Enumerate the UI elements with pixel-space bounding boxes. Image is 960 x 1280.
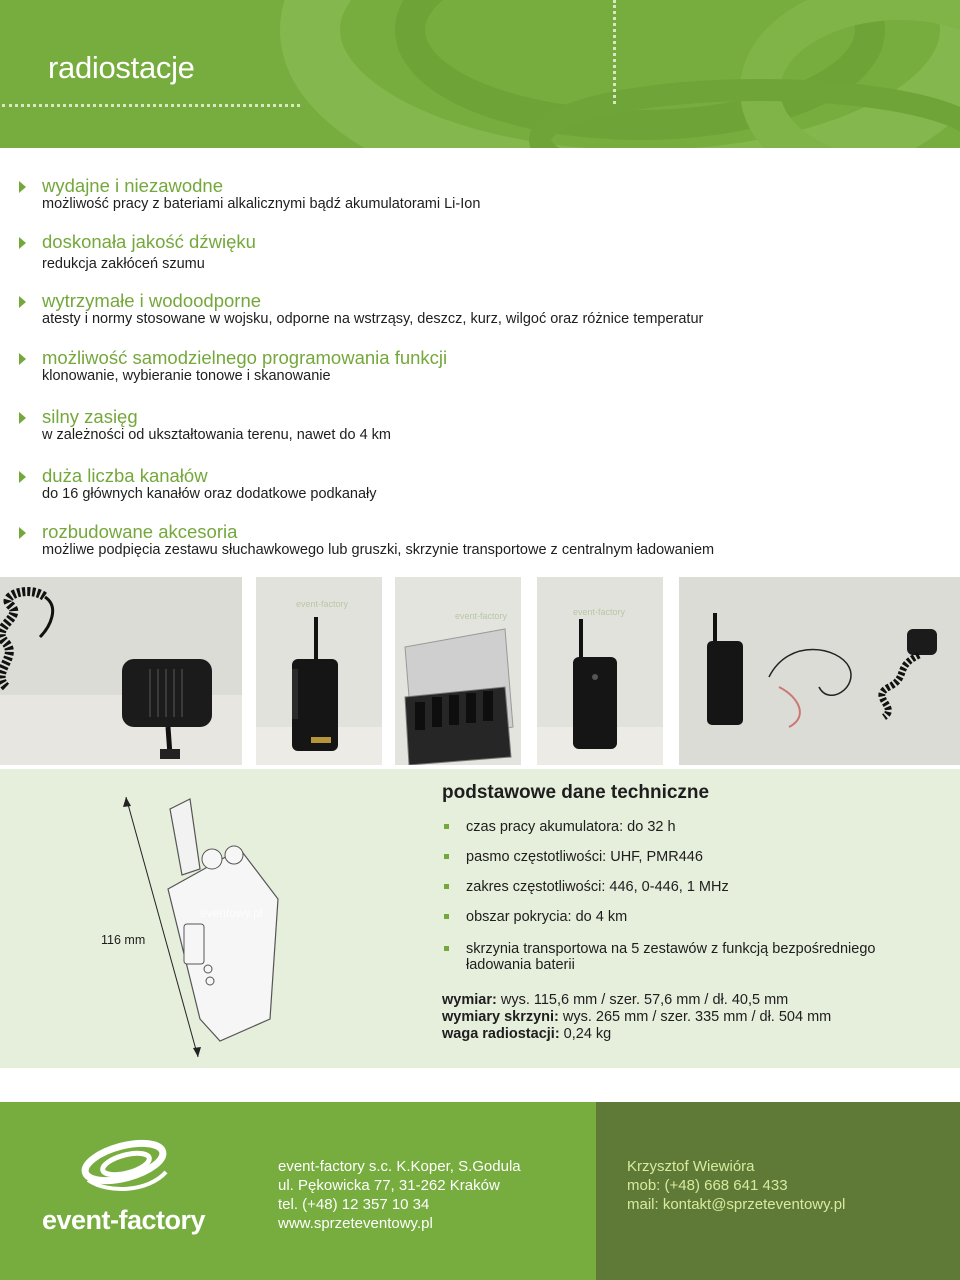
spec-item: skrzynia transportowa na 5 zestawów z funkcją bezpośredniego ładowania baterii [442,941,936,973]
watermark-text: event-factory [455,611,508,621]
feature-title: duża liczba kanałów [42,465,208,486]
feature-title: silny zasięg [42,406,138,427]
feature-description: do 16 głównych kanałów oraz dodatkowe podkanały [42,486,377,502]
feature-title: wytrzymałe i wodoodporne [42,290,262,311]
watermark-text: event-factory [573,607,626,617]
arrow-right-icon [19,353,26,365]
square-bullet-icon [444,946,449,951]
feature-description: atesty i normy stosowane w wojsku, odporne na wstrząsy, deszcz, kurz, wilgoć oraz różnice temperatur [42,311,704,327]
arrow-right-icon [19,296,26,308]
height-dimension-label: 116 mm [101,933,146,947]
feature-title: możliwość samodzielnego programowania funkcji [42,347,448,368]
feature-title: doskonała jakość dźwięku [42,231,256,252]
dimension-row: wymiary skrzyni: wys. 265 mm / szer. 335 mm / dł. 504 mm [442,1009,832,1025]
specs-heading: podstawowe dane techniczne [442,782,710,803]
arrow-right-icon [19,527,26,539]
square-bullet-icon [444,914,449,919]
dimensions-block [442,992,831,1043]
square-bullet-icon [444,884,449,889]
arrow-right-icon [19,181,26,193]
spec-item: czas pracy akumulatora: do 32 h [442,819,942,835]
feature-title: rozbudowane akcesoria [42,521,238,542]
photo-radio-front [537,577,663,765]
spec-item: zakres częstotliwości: 446, 0-446, 1 MHz [442,879,942,895]
feature-description: możliwe podpięcia zestawu słuchawkowego lub gruszki, skrzynie transportowe z centralnym ładowaniem [42,542,715,558]
arrow-right-icon [19,237,26,249]
company-address: ul. Pękowicka 77, 31-262 Kraków [278,1177,500,1194]
arrow-right-icon [19,412,26,424]
watermark-text: event-factory [296,599,349,609]
person-contact [627,1157,845,1214]
company-name: event-factory s.c. K.Koper, S.Godula [278,1158,521,1175]
spec-list [442,819,942,973]
dimension-row: waga radiostacji: 0,24 kg [442,1026,612,1042]
feature-title: wydajne i niezawodne [42,175,224,196]
event-factory-logo-icon [78,1132,178,1202]
feature-description: klonowanie, wybieranie tonowe i skanowanie [42,368,331,384]
company-website-link[interactable]: www.sprzeteventowy.pl [278,1215,433,1232]
person-email-link[interactable]: mail: kontakt@sprzeteventowy.pl [627,1196,846,1213]
spec-item: pasmo częstotliwości: UHF, PMR446 [442,849,942,865]
brand-name: event-factory [42,1205,206,1235]
photo-radio-headset [679,577,960,765]
drawing-watermark: eventowy.pl [200,906,263,920]
header-vertical-dots [613,0,616,104]
photo-radio-case [395,577,521,765]
title-dotted-rule [2,104,300,107]
photo-speaker-microphone [0,577,242,765]
feature-description: możliwość pracy z bateriami alkalicznymi bądź akumulatorami Li-Ion [42,196,481,212]
photo-radio-side [256,577,382,765]
spec-item: obszar pokrycia: do 4 km [442,909,942,925]
feature-description: w zależności od ukształtowania terenu, nawet do 4 km [42,427,391,443]
technical-specs-section [0,769,960,1068]
feature-description: redukcja zakłóceń szumu [42,256,205,272]
person-mobile: mob: (+48) 668 641 433 [627,1177,788,1194]
page-title: radiostacje [48,50,195,85]
company-contact [278,1157,521,1233]
square-bullet-icon [444,824,449,829]
dimension-row: wymiar: wys. 115,6 mm / szer. 57,6 mm / dł. 40,5 mm [442,992,789,1008]
arrow-right-icon [19,471,26,483]
square-bullet-icon [444,854,449,859]
person-name: Krzysztof Wiewióra [627,1158,755,1175]
company-phone: tel. (+48) 12 357 10 34 [278,1196,430,1213]
page-header [0,0,960,148]
